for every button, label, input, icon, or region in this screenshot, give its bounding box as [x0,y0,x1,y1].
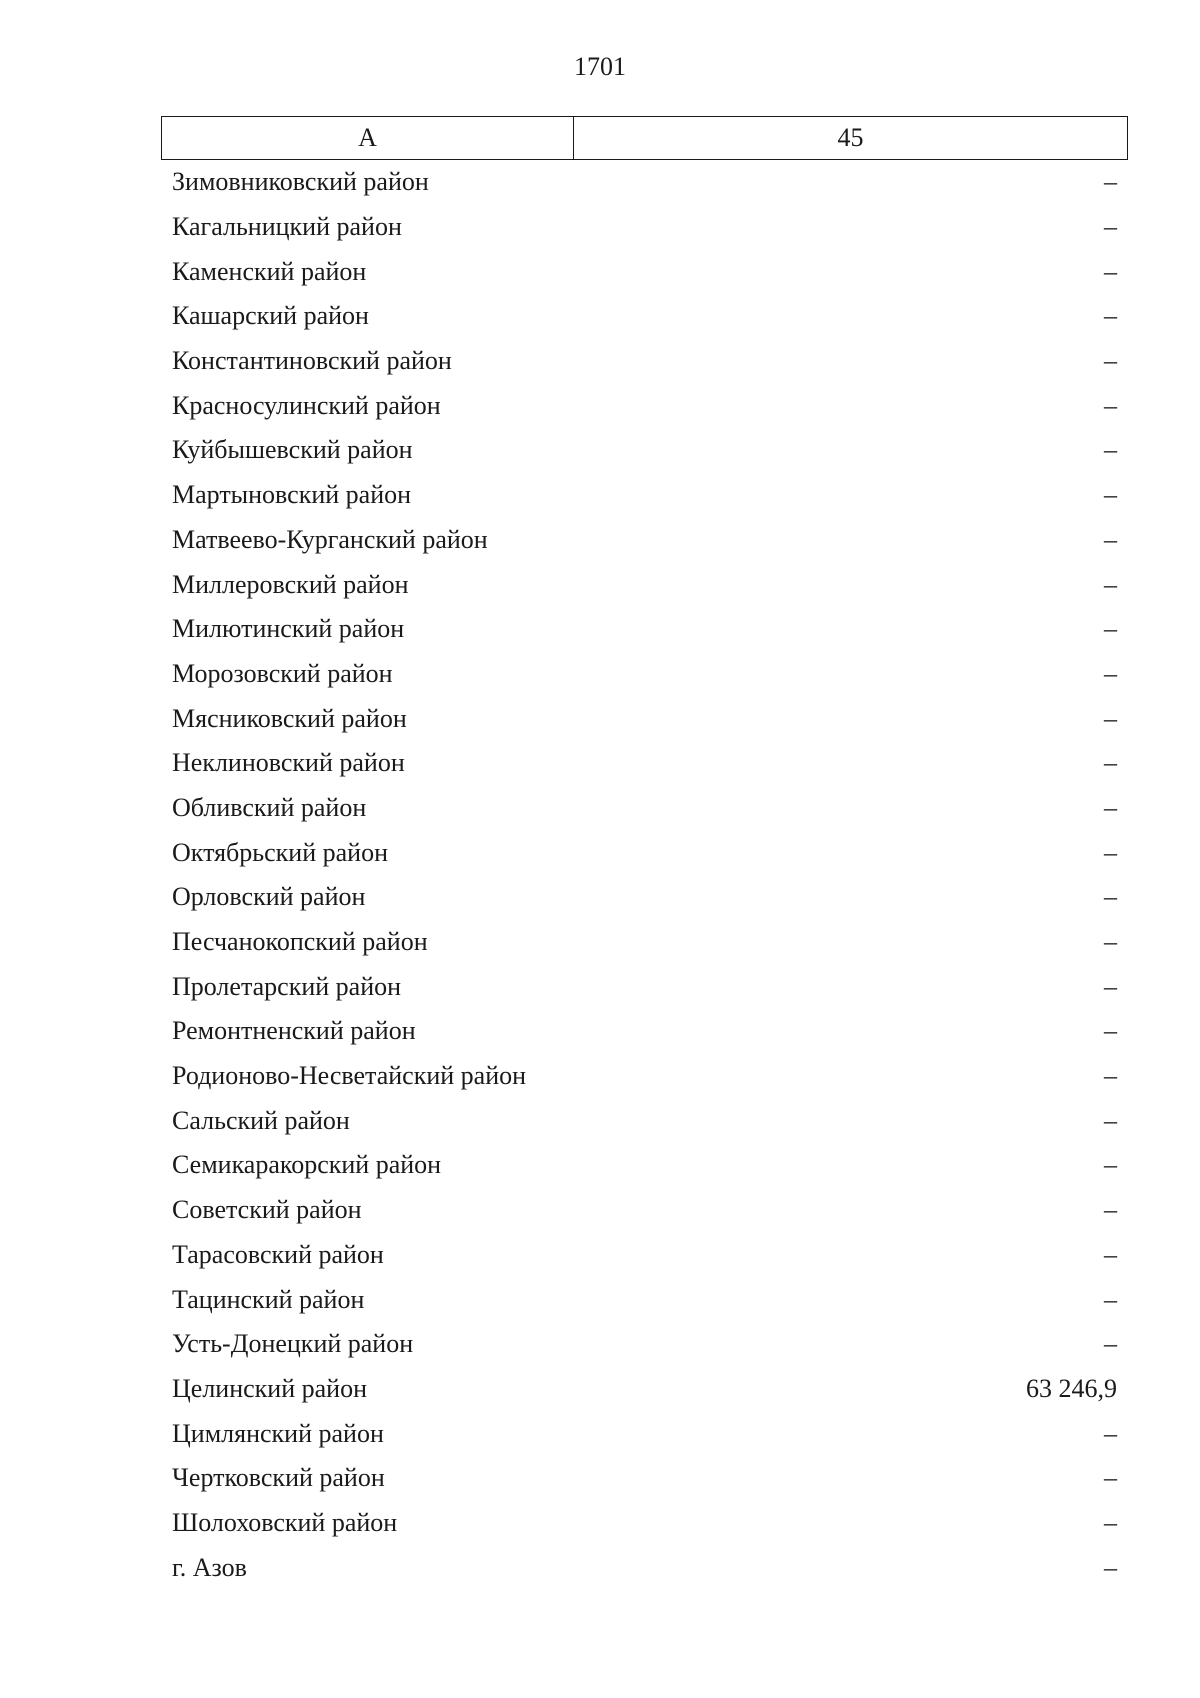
row-label: Родионово-Несветайский район [172,1061,527,1091]
row-value: – [1104,480,1117,510]
row-label: г. Азов [172,1552,247,1582]
row-label: Морозовский район [172,658,393,688]
table-row [161,1277,1128,1322]
row-label: Милютинский район [172,614,405,644]
row-label: Обливский район [172,792,367,822]
row-label: Усть-Донецкий район [172,1329,414,1359]
table-row [161,205,1128,250]
row-label: Мартыновский район [172,480,412,510]
table-row [161,1322,1128,1367]
row-value: – [1104,882,1117,912]
row-value: – [1104,837,1117,867]
row-value: – [1104,1016,1117,1046]
row-label: Тацинский район [172,1284,365,1314]
row-label: Шолоховский район [172,1507,398,1537]
row-value: – [1104,1239,1117,1269]
row-value: – [1104,703,1117,733]
row-value: – [1104,1507,1117,1537]
row-label: Миллеровский район [172,569,409,599]
row-label: Кагальницкий район [172,212,402,242]
table-row [161,741,1128,786]
row-value: 63 246,9 [1026,1373,1117,1403]
table-row [161,1233,1128,1278]
row-value: – [1104,301,1117,331]
row-label: Мясниковский район [172,703,407,733]
row-value: – [1104,748,1117,778]
row-value: – [1104,927,1117,957]
row-value: – [1104,971,1117,1001]
table-row [161,1456,1128,1501]
table-row [161,1098,1128,1143]
row-value: – [1104,614,1117,644]
table-row [161,1188,1128,1233]
table-row [161,339,1128,384]
row-value: – [1104,1061,1117,1091]
row-value: – [1104,435,1117,465]
row-label: Пролетарский район [172,971,402,1001]
table-row [161,964,1128,1009]
table-row [161,1054,1128,1099]
row-label: Куйбышевский район [172,435,413,465]
row-value: – [1104,1463,1117,1493]
row-label: Семикаракорский район [172,1150,442,1180]
row-value: – [1104,346,1117,376]
row-value: – [1104,167,1117,197]
table-row [161,1545,1128,1590]
page-number: 1701 [574,52,626,81]
table-row [161,1143,1128,1188]
row-label: Орловский район [172,882,366,912]
table-row [161,652,1128,697]
table-row [161,562,1128,607]
row-label: Неклиновский район [172,748,405,778]
table-body [161,160,1128,1590]
row-value: – [1104,1329,1117,1359]
row-label: Матвеево-Курганский район [172,524,488,554]
table-row [161,696,1128,741]
row-value: – [1104,524,1117,554]
table-row [161,294,1128,339]
table-row [161,160,1128,205]
row-value: – [1104,256,1117,286]
header-cell-45: 45 [837,123,864,152]
table-row [161,875,1128,920]
table-row [161,830,1128,875]
row-label: Ремонтненский район [172,1016,416,1046]
row-label: Цимлянский район [172,1418,384,1448]
table-row [161,920,1128,965]
table-row [161,607,1128,652]
row-label: Песчанокопский район [172,927,428,957]
row-label: Зимовниковский район [172,167,429,197]
row-value: – [1104,212,1117,242]
row-label: Советский район [172,1195,362,1225]
data-table [161,116,1128,1590]
table-row [161,249,1128,294]
row-value: – [1104,1552,1117,1582]
row-label: Красносулинский район [172,390,441,420]
table-row [161,786,1128,831]
row-value: – [1104,1105,1117,1135]
row-label: Константиновский район [172,346,452,376]
row-label: Сальский район [172,1105,350,1135]
table-row [161,1411,1128,1456]
row-label: Чертковский район [172,1463,385,1493]
table-row [161,1009,1128,1054]
row-value: – [1104,569,1117,599]
table-header-row [161,116,1128,160]
row-value: – [1104,1418,1117,1448]
row-label: Целинский район [172,1373,367,1403]
table-row [161,518,1128,563]
table-row [161,1501,1128,1546]
row-value: – [1104,658,1117,688]
row-label: Тарасовский район [172,1239,384,1269]
header-cell-a: А [162,117,574,159]
row-label: Кашарский район [172,301,369,331]
row-label: Каменский район [172,256,367,286]
row-value: – [1104,792,1117,822]
table-row [161,1367,1128,1412]
table-row [161,428,1128,473]
row-value: – [1104,1284,1117,1314]
row-value: – [1104,1150,1117,1180]
row-value: – [1104,390,1117,420]
table-row [161,383,1128,428]
table-row [161,473,1128,518]
row-value: – [1104,1195,1117,1225]
row-label: Октябрьский район [172,837,388,867]
